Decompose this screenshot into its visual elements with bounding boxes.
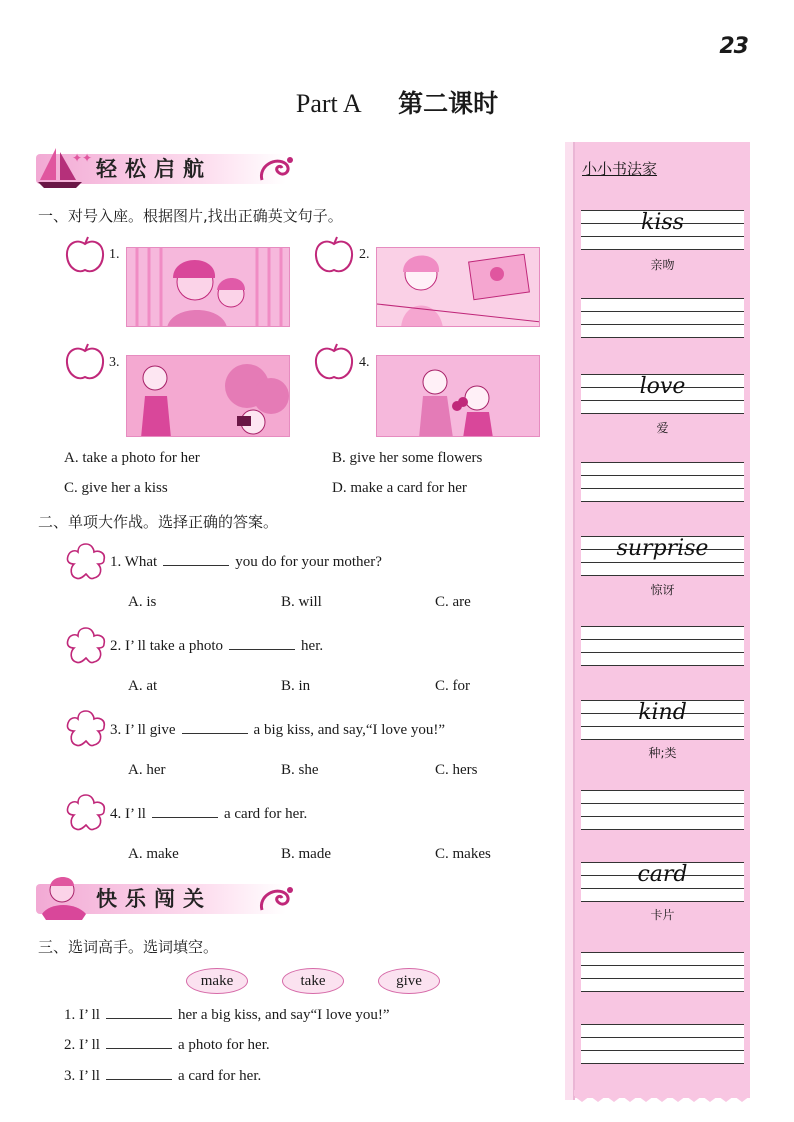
option-c: C. give her a kiss xyxy=(64,480,168,496)
practice-word-meaning: 卡片 xyxy=(650,908,675,922)
question-text: 4. I’ ll xyxy=(110,806,146,822)
practice-word-meaning: 亲吻 xyxy=(650,258,675,272)
practice-word-meaning: 惊讶 xyxy=(650,583,675,597)
practice-word-meaning: 种;类 xyxy=(648,746,677,760)
choice: C. are xyxy=(435,594,471,610)
question-text: 1. What xyxy=(110,554,158,570)
flower-answer-box-icon[interactable] xyxy=(64,540,108,584)
question-text: 3. I’ ll give xyxy=(110,722,176,738)
section-banner-1-title: 轻松启航 xyxy=(96,157,212,181)
handwriting-lines[interactable] xyxy=(581,462,744,502)
practice-word: kiss xyxy=(641,210,684,235)
flower-answer-box-icon[interactable] xyxy=(64,791,108,835)
practice-word: kind xyxy=(638,700,687,725)
answer-blank[interactable] xyxy=(106,1035,172,1049)
apple-answer-box-icon[interactable] xyxy=(313,343,355,383)
picture-taking-photo xyxy=(126,355,290,437)
exercise-1-heading: 一、对号入座。根据图片,找出正确英文句子。 xyxy=(38,207,343,225)
section-banner-1 xyxy=(36,144,296,190)
part-label: Part A xyxy=(295,89,362,118)
sidebar-zigzag-edge xyxy=(574,1090,750,1104)
word-choice: take xyxy=(282,968,344,994)
choice: C. for xyxy=(435,678,470,694)
handwriting-lines[interactable] xyxy=(581,626,744,666)
practice-word: love xyxy=(639,374,686,399)
answer-blank[interactable] xyxy=(229,636,295,650)
exercise-3-heading: 三、选词高手。选词填空。 xyxy=(38,938,219,956)
picture-mother-kiss xyxy=(126,247,290,327)
practice-word: card xyxy=(637,862,688,887)
answer-blank[interactable] xyxy=(106,1005,172,1019)
picture-giving-flowers xyxy=(376,355,540,437)
lesson-label: 第二课时 xyxy=(398,89,499,118)
question-text: a card for her. xyxy=(223,806,308,822)
fill-sentence-1 xyxy=(64,1005,390,1024)
option-d: D. make a card for her xyxy=(332,480,467,496)
option-b: B. give her some flowers xyxy=(332,450,483,466)
question-text: a big kiss, and say,“I love you!” xyxy=(253,722,446,738)
fill-sentence-3 xyxy=(64,1066,261,1085)
sentence-text: a card for her. xyxy=(177,1068,262,1084)
apple-answer-box-icon[interactable] xyxy=(64,236,106,276)
handwriting-lines[interactable] xyxy=(581,1024,744,1064)
choice: B. in xyxy=(281,678,311,694)
item-number: 1. xyxy=(109,247,120,262)
page-number: 23 xyxy=(719,34,748,59)
answer-blank[interactable] xyxy=(163,552,229,566)
exercise-2-heading: 二、单项大作战。选择正确的答案。 xyxy=(38,513,279,531)
choice: A. is xyxy=(128,594,157,610)
item-number: 2. xyxy=(359,247,370,262)
sentence-text: 2. I’ ll xyxy=(64,1037,100,1053)
svg-text:✦✦: ✦✦ xyxy=(72,151,93,165)
item-number: 4. xyxy=(359,355,370,370)
picture-making-card xyxy=(376,247,540,327)
word-choice: make xyxy=(186,968,248,994)
word-choice: give xyxy=(378,968,440,994)
choice: C. hers xyxy=(435,762,478,778)
answer-blank[interactable] xyxy=(106,1066,172,1080)
option-a: A. take a photo for her xyxy=(64,450,200,466)
practice-word-meaning: 爱 xyxy=(656,421,669,435)
choice: B. she xyxy=(281,762,319,778)
question-text: you do for your mother? xyxy=(235,554,382,570)
sentence-text: a photo for her. xyxy=(177,1037,270,1053)
flower-answer-box-icon[interactable] xyxy=(64,624,108,668)
choice: A. make xyxy=(128,846,179,862)
child-mascot-icon xyxy=(36,874,94,924)
sidebar-heading: 小小书法家 xyxy=(582,160,658,178)
choice: A. at xyxy=(128,678,158,694)
section-banner-2 xyxy=(36,874,296,920)
handwriting-lines[interactable] xyxy=(581,790,744,830)
question-2 xyxy=(110,636,323,655)
sailboat-icon xyxy=(36,144,96,190)
apple-answer-box-icon[interactable] xyxy=(64,343,106,383)
question-text: her. xyxy=(301,638,324,654)
choice: B. made xyxy=(281,846,331,862)
item-number: 3. xyxy=(109,355,120,370)
sentence-text: her a big kiss, and say“I love you!” xyxy=(177,1007,390,1023)
choice: A. her xyxy=(128,762,166,778)
question-3 xyxy=(110,720,445,739)
swirl-ornament-icon xyxy=(256,152,296,186)
fill-sentence-2 xyxy=(64,1035,270,1054)
handwriting-lines[interactable] xyxy=(581,952,744,992)
flower-answer-box-icon[interactable] xyxy=(64,707,108,751)
page-title xyxy=(0,84,794,120)
apple-answer-box-icon[interactable] xyxy=(313,236,355,276)
question-4 xyxy=(110,804,307,823)
section-banner-2-title: 快乐闯关 xyxy=(96,887,212,911)
question-1 xyxy=(110,552,382,571)
sentence-text: 1. I’ ll xyxy=(64,1007,100,1023)
answer-blank[interactable] xyxy=(152,804,218,818)
choice: B. will xyxy=(281,594,322,610)
question-text: 2. I’ ll take a photo xyxy=(110,638,224,654)
sentence-text: 3. I’ ll xyxy=(64,1068,100,1084)
handwriting-lines[interactable] xyxy=(581,298,744,338)
practice-word: surprise xyxy=(616,536,709,561)
choice: C. makes xyxy=(435,846,491,862)
sidebar-edge-strip xyxy=(565,142,575,1100)
answer-blank[interactable] xyxy=(182,720,248,734)
swirl-ornament-icon xyxy=(256,882,296,916)
